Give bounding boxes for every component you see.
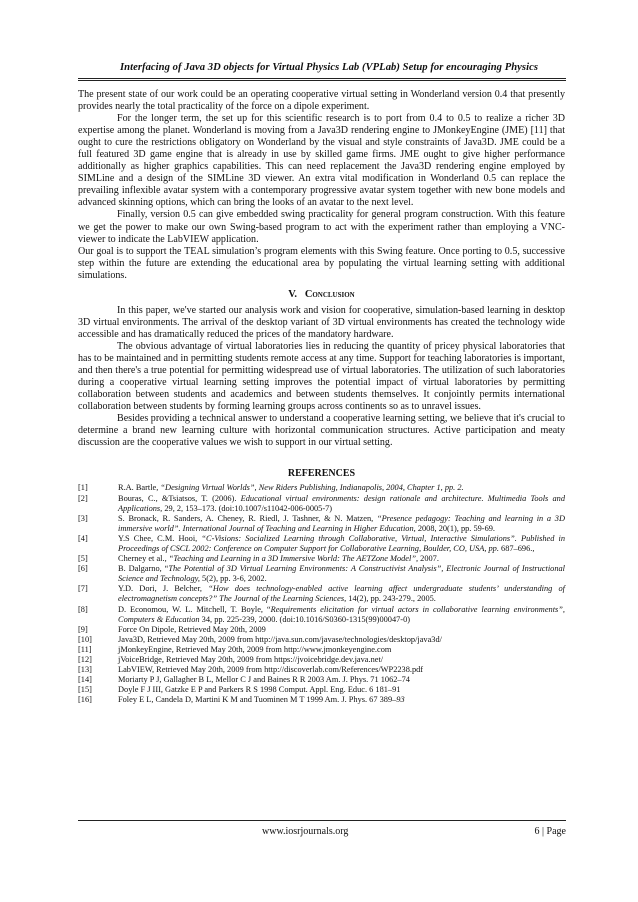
header-rule [78,78,566,79]
reference-text-plain: Y.D. Dori, J. Belcher, [118,584,209,594]
reference-text-plain: Bouras, C., &Tsiatsos, T. (2006). [118,493,241,503]
reference-text [118,635,565,645]
reference-text-plain: Doyle F J III, Gatzke E P and Parkers R S 1998 Comput. Appl. Eng. Educ. 6 181–91 [118,685,401,695]
reference-item [78,514,565,534]
reference-text-plain: 5(2), pp. 3-6, 2002. [199,574,267,584]
paragraph: The present state of our work could be an operating cooperative virtual setting in Wonderland version 0.4 that presently provides nearly the total practicality of the force on a dipole experiment. [78,89,565,113]
reference-text [118,483,565,493]
reference-text-plain: 14(2), pp. 243-279., 2005. [346,594,436,604]
reference-item [78,665,565,675]
reference-number: [8] [78,604,88,614]
reference-text-italic: “How does technology-enabled active learning affect undergraduate students’ understanding of electromagnetism concepts?” The Journal of the Learning Sciences, [118,584,565,604]
references-heading: REFERENCES [287,468,356,480]
reference-item [78,534,565,554]
reference-text [118,655,565,665]
reference-number: [1] [78,483,88,493]
reference-item [78,564,565,584]
footer-page-number: 6 | Page [534,826,566,837]
paragraph: Our goal is to support the TEAL simulation’s program elements with this Swing feature. Once porting to 0.5, successive step within the future are extending the educational area by populating the virtual learning setting with additional simulations. [78,245,565,281]
reference-number: [6] [78,564,88,574]
section-heading-conclusion [78,289,565,301]
reference-text-italic: The Potential of 3D Virtual Learning Environments: A Constructivist Analysis”, Electronic Journal of Instructional Science and Technology, [118,564,565,584]
reference-text [118,534,565,554]
body-text [78,89,565,705]
reference-text-plain: D. Economou, W. L. Mitchell, T. Boyle, “ [118,604,271,614]
reference-number: [14] [78,675,92,685]
section-title: Conclusion [304,288,355,300]
reference-item [78,494,565,514]
paragraph: Finally, version 0.5 can give embedded swing practicality for general program construction. With this feature we get the power to make our own Swing-based program to act with the experiment rather than employing a VNC-viewer to indicate the LabVIEW application. [78,209,565,245]
reference-number: [13] [78,665,92,675]
reference-text-plain: Y.S Chee, C.M. Hooi, [118,533,202,543]
paragraph: In this paper, we've started our analysis work and vision for cooperative, simulation-based learning in desktop 3D virtual environments. The arrival of the desktop variant of 3D virtual environments has created the technology wide accessible and has dramatically reduced the prices of the mandatory hardware. [78,304,565,340]
reference-text-plain: Java3D, Retrieved May 20th, 2009 from http://java.sun.com/javase/technologies/desktop/java3d/ [118,634,442,644]
footer-website: www.iosrjournals.org [262,826,349,837]
reference-number: [11] [78,644,92,654]
reference-item [78,554,565,564]
reference-text-plain: LabVIEW, Retrieved May 20th, 2009 from http://discoverlab.com/References/WP2238.pdf [118,665,424,675]
reference-text-italic: 93 [396,695,405,705]
reference-text [118,494,565,514]
footer-rule [78,820,566,821]
reference-number: [16] [78,695,92,705]
reference-text-italic: “Presence pedagogy: Teaching and learning in a 3D immersive world”. International Journal of Teaching and Learning in Higher Education, [118,513,565,533]
reference-number: [4] [78,533,88,543]
reference-number: [12] [78,655,92,664]
reference-number: [15] [78,685,92,695]
reference-text [118,645,565,655]
reference-text-italic: Educational virtual environments: design rationale and architecture. Multimedia Tools and Applications, [118,493,565,513]
reference-text-plain: 29, 2, 153–173. (doi:10.1007/s11042-006-0005-7) [162,503,333,513]
reference-text-plain: jMonkeyEngine, Retrieved May 20th, 2009 from http://www.jmonkeyengine.com [118,644,392,654]
reference-number: [7] [78,584,88,594]
reference-text-plain: Cherney et al., [118,554,169,564]
reference-text [118,675,565,685]
reference-text-plain: jVoiceBridge, Retrieved May 20th, 2009 from https://jvoicebridge.dev.java.net/ [118,655,384,664]
reference-text [118,564,565,584]
reference-text-italic: Requirements elicitation for virtual actors in collaborative learning environments”, Computers & Education [118,604,565,624]
reference-text-plain: 2007. [418,554,439,564]
reference-text-plain: R.A. Bartle, [118,483,161,493]
reference-text [118,605,565,625]
reference-number: [9] [78,624,88,634]
reference-text-plain: S. Bronack, R. Sanders, A. Cheney, R. Riedl, J. Tashner, & N. Matzen, [118,513,377,523]
section-number: V. [288,288,298,300]
reference-text-plain: Foley E L, Candela D, Martini K M and Tuominen M T 1999 Am. J. Phys. 67 389– [118,695,397,705]
reference-item [78,584,565,604]
paragraph: The obvious advantage of virtual laboratories lies in reducing the quantity of pricey physical laboratories that has to be maintained and in permitting students remote access at any time. Support for teaching laboratories is important, and then there's a true potential for permitting widespread use of virtual laboratories. The utilization of such laboratories during a cooperative virtual learning setting improves the potential impact of virtual laboratories by permitting collaboration between students and academics and between students themselves. It conjointly permits international collaboration between students by forming learning groups across continents so as to unravel issues. [78,340,565,413]
reference-text [118,695,565,705]
reference-number: [10] [78,634,92,644]
reference-text-italic: “Designing Virtual Worlds”, New Riders Publishing, Indianapolis, 2004, Chapter 1, pp. 2. [160,483,464,493]
reference-item [78,635,565,645]
reference-number: [3] [78,513,88,523]
reference-item [78,625,565,635]
reference-text [118,625,565,635]
reference-number: [5] [78,554,88,564]
reference-text-plain: Force On Dipole, Retrieved May 20th, 2009 [118,624,266,634]
reference-item [78,605,565,625]
running-header: Interfacing of Java 3D objects for Virtual Physics Lab (VPLab) Setup for encouraging Physics [119,62,539,73]
reference-item [78,645,565,655]
reference-text-plain: Moriarty P J, Gallagher B L, Mellor C J and Baines R R 2003 Am. J. Phys. 71 1062–74 [118,675,410,685]
reference-text [118,554,565,564]
reference-item [78,685,565,695]
reference-text-plain: 2008, 20(1), pp. 59-69. [415,523,496,533]
reference-text [118,665,565,675]
reference-number: [2] [78,493,88,503]
reference-text-plain: 687–696., [498,543,535,553]
reference-text [118,685,565,695]
reference-text-plain: B. Dalgarno, “ [118,564,169,574]
reference-item [78,655,565,665]
paragraph: For the longer term, the set up for this scientific research is to port from 0.4 to 0.5 to realize a richer 3D expertise among the planet. Wonderland is moving from a Java3D rendering engine to JMonkeyEngine (JME) [11] that ought to cure the restrictions obligatory on Wonderland by the visual and style constraints of Java3D. JME could be a full featured 3D game engine that is already in use by skilled game firms. JME ought to give higher performance additionally as higher graphics capabilities. This can need replacement the Java3D rendering engine employed by SIMLine and a design of the SIMLine 3D viewer. An extra vital modification in Wonderland 0.5 can replace the prevailing inflexible avatar system with a contemporary progressive avatar system together with new bone models and advanced skinning options, which can bring the looks of an avatar to the next level. [78,113,565,209]
reference-item [78,695,565,705]
paragraph: Besides providing a technical answer to understand a cooperative learning setting, we believe that it's crucial to determine a brand new learning culture with horizontal communication structures. Active participation and meaty discussion are the cooperative values we wish to support in our virtual setting. [78,413,565,449]
reference-text [118,584,565,604]
reference-item [78,483,565,493]
header-rule-secondary [78,80,566,81]
reference-text-italic: “Teaching and Learning in a 3D Immersive World: The AETZone Model”, [168,554,419,564]
reference-item [78,675,565,685]
reference-text [118,514,565,534]
reference-text-plain: 34, pp. 225-239, 2000. (doi:10.1016/S0360-1315(99)00047-0) [199,614,411,624]
reference-text-italic: “C-Visions: Socialized Learning through Collaborative, Virtual, Interactive Simulations”. Published in Proceedings of CSCL 2002: Conference on Computer Support for Collaborative Learning, Boulder, CO, USA, pp. [118,533,566,553]
reference-list [78,483,565,705]
